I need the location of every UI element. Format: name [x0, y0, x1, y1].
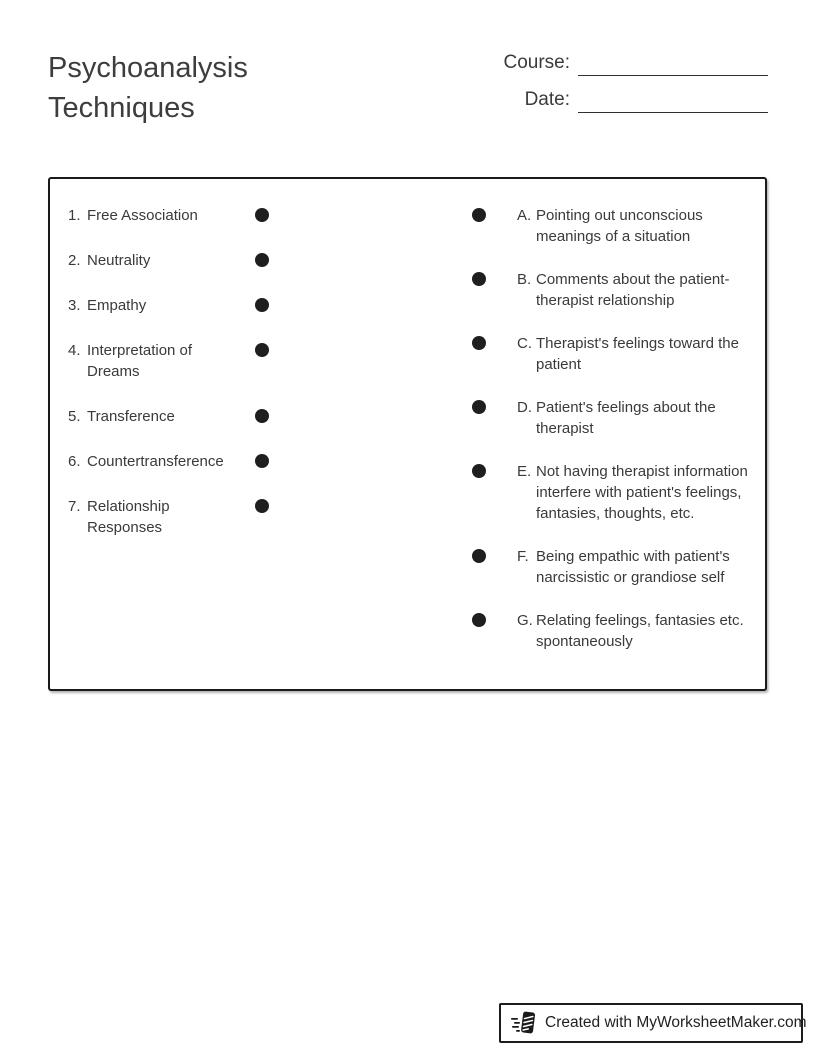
match-left-item-6: [68, 451, 278, 472]
match-right-item-g: [472, 610, 762, 652]
match-right-item-d: [472, 397, 762, 439]
item-text: Relating feelings, fantasies etc. spontaneously: [536, 612, 744, 650]
item-text: Being empathic with patient's narcissistic or grandiose self: [536, 548, 730, 586]
match-dot: [472, 549, 486, 563]
date-label: Date:: [524, 89, 570, 110]
match-left-item-5: [68, 406, 278, 427]
matching-terms-column: [68, 205, 278, 562]
match-dot: [472, 208, 486, 222]
match-dot: [472, 272, 486, 286]
item-number: 4.: [68, 342, 81, 359]
item-letter: D.: [517, 399, 532, 416]
item-number: 5.: [68, 408, 81, 425]
item-letter: A.: [517, 207, 532, 224]
item-text: Relationship Responses: [87, 498, 170, 536]
date-field-row: [488, 87, 768, 113]
item-text: Pointing out unconscious meanings of a situation: [536, 207, 703, 245]
item-number: 6.: [68, 453, 81, 470]
match-dot: [255, 409, 269, 423]
matching-exercise-box: [48, 177, 767, 691]
matching-definitions-column: [472, 205, 762, 674]
item-number: 1.: [68, 207, 81, 224]
match-dot: [472, 613, 486, 627]
course-blank-line: [578, 51, 768, 76]
item-letter: B.: [517, 271, 532, 288]
item-text: Interpretation of Dreams: [87, 342, 193, 380]
match-dot: [255, 298, 269, 312]
course-label: Course:: [503, 52, 570, 73]
match-right-item-b: [472, 269, 762, 311]
item-number: 2.: [68, 252, 81, 269]
credit-badge[interactable]: [499, 1003, 807, 1043]
match-right-item-c: [472, 333, 762, 375]
item-text: Empathy: [87, 297, 147, 314]
match-right-item-f: [472, 546, 762, 588]
match-left-item-2: [68, 250, 278, 271]
page-title: Psychoanalysis Techniques: [48, 52, 248, 124]
item-letter: F.: [517, 548, 529, 565]
match-dot: [472, 464, 486, 478]
match-dot: [255, 253, 269, 267]
match-right-item-a: [472, 205, 762, 247]
match-left-item-7: [68, 496, 278, 538]
match-left-item-3: [68, 295, 278, 316]
item-text: Neutrality: [87, 252, 151, 269]
course-field-row: [488, 50, 768, 76]
match-dot: [255, 208, 269, 222]
item-number: 3.: [68, 297, 81, 314]
item-text: Patient's feelings about the therapist: [536, 399, 716, 437]
credit-text: Created with MyWorksheetMaker.com: [545, 1014, 807, 1031]
match-dot: [255, 454, 269, 468]
header-fields: [488, 50, 768, 124]
match-dot: [472, 336, 486, 350]
match-dot: [255, 499, 269, 513]
item-text: Comments about the patient-therapist relationship: [536, 271, 730, 309]
item-letter: E.: [517, 463, 532, 480]
match-dot: [255, 343, 269, 357]
item-letter: C.: [517, 335, 532, 352]
match-left-item-1: [68, 205, 278, 226]
item-number: 7.: [68, 498, 81, 515]
item-text: Not having therapist information interfere with patient's feelings, fantasies, thoughts, etc.: [536, 463, 748, 522]
item-text: Transference: [87, 408, 175, 425]
match-left-item-4: [68, 340, 278, 382]
item-letter: G.: [517, 612, 533, 629]
item-text: Countertransference: [87, 453, 224, 470]
date-blank-line: [578, 88, 768, 113]
myworksheetmaker-logo-icon: [511, 1009, 537, 1037]
item-text: Therapist's feelings toward the patient: [536, 335, 739, 373]
match-dot: [472, 400, 486, 414]
item-text: Free Association: [87, 207, 198, 224]
match-right-item-e: [472, 461, 762, 524]
